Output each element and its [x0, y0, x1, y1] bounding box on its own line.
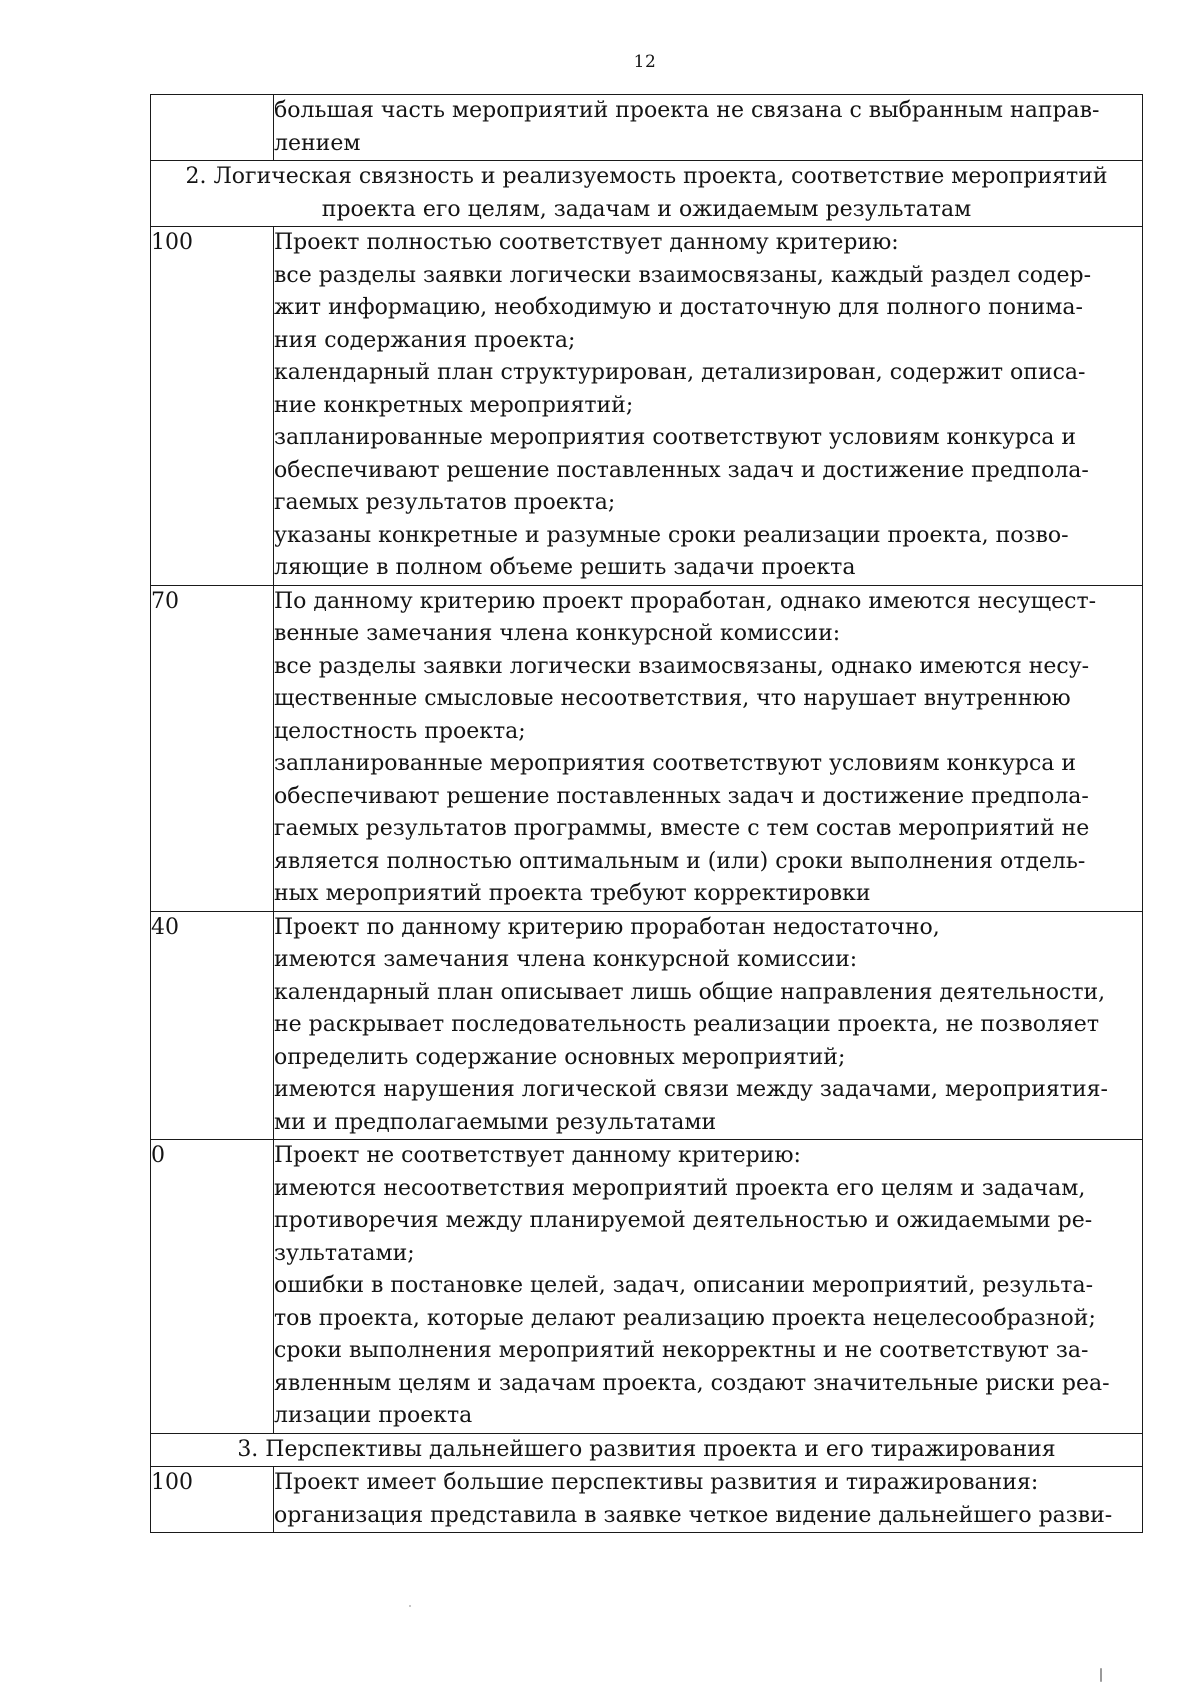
text-line: тов проекта, которые делают реализацию проекта нецелесообразной; — [274, 1305, 1096, 1331]
text-line: обеспечивают решение поставленных задач и достижение предпола- — [274, 457, 1089, 483]
score-cell: 100 — [151, 1467, 274, 1533]
text-line: все разделы заявки логически взаимосвязаны, однако имеются несу- — [274, 653, 1090, 679]
text-line: ми и предполагаемыми результатами — [274, 1109, 717, 1135]
section-heading-3 — [151, 1433, 1143, 1467]
text-line: календарный план структурирован, детализирован, содержит описа- — [274, 360, 1086, 385]
text-line: гаемых результатов программы, вместе с тем состав мероприятий не — [274, 816, 1090, 841]
text-line: является полностью оптимальным и (или) сроки выполнения отдель- — [274, 848, 1086, 874]
text-line: противоречия между планируемой деятельностью и ожидаемыми ре- — [274, 1208, 1093, 1233]
table-row-score-40 — [151, 911, 1143, 1140]
score-cell: 0 — [151, 1140, 274, 1434]
page-number: 12 — [633, 52, 657, 72]
text-line: Проект по данному критерию проработан недостаточно, — [274, 914, 940, 940]
text-line: ние конкретных мероприятий; — [274, 392, 634, 418]
table-row-score-100 — [151, 227, 1143, 586]
section-heading-row — [151, 161, 1143, 227]
section-heading-line: 2. Логическая связность и реализуемость проекта, соответствие мероприятий — [185, 164, 1108, 189]
text-line: имеются замечания члена конкурсной комиссии: — [274, 947, 858, 972]
score-cell: 100 — [151, 227, 274, 586]
criteria-table — [150, 94, 1143, 1533]
text-line: обеспечивают решение поставленных задач и достижение предпола- — [274, 783, 1089, 809]
text-line: запланированные мероприятия соответствуют условиям конкурса и — [274, 425, 1077, 450]
text-line: определить содержание основных мероприятий; — [274, 1044, 846, 1070]
text-line: венные замечания члена конкурсной комиссии: — [274, 621, 841, 646]
text-line: ляющие в полном объеме решить задачи проекта — [274, 555, 856, 580]
text-line: щественные смысловые несоответствия, что нарушает внутреннюю — [274, 686, 1071, 711]
text-line: не раскрывает последовательность реализации проекта, не позволяет — [274, 1012, 1099, 1037]
text-line: ния содержания проекта; — [274, 327, 576, 353]
score-cell: 70 — [151, 585, 274, 911]
text-line: имеются несоответствия мероприятий проекта его целям и задачам, — [274, 1175, 1086, 1201]
table-row-continuation — [151, 95, 1143, 161]
table-row-score-0 — [151, 1140, 1143, 1434]
text-line: зультатами; — [274, 1240, 415, 1266]
text-line: целостность проекта; — [274, 718, 526, 744]
text-line: сроки выполнения мероприятий некорректны и не соответствуют за- — [274, 1338, 1089, 1363]
text-line: Проект имеет большие перспективы развития и тиражирования: — [274, 1470, 1039, 1495]
score-cell — [151, 95, 274, 161]
table-row-score-100 — [151, 1467, 1143, 1533]
text-line: календарный план описывает лишь общие направления деятельности, — [274, 979, 1106, 1005]
scan-speck — [1100, 1668, 1102, 1682]
section-heading-line: проекта его целям, задачам и ожидаемым результатам — [321, 196, 972, 222]
text-line: Проект полностью соответствует данному критерию: — [274, 230, 899, 255]
criterion-text — [274, 585, 1143, 911]
text-line: большая часть мероприятий проекта не связана с выбранным направ- — [274, 98, 1100, 123]
text-line: лизации проекта — [274, 1403, 473, 1428]
section-heading-2 — [151, 161, 1143, 227]
score-cell: 40 — [151, 911, 274, 1140]
section-heading-row — [151, 1433, 1143, 1467]
text-line: ных мероприятий проекта требуют корректировки — [274, 881, 871, 906]
text-line: все разделы заявки логически взаимосвязаны, каждый раздел содер- — [274, 262, 1092, 288]
criterion-text — [274, 1467, 1143, 1533]
text-line: запланированные мероприятия соответствуют условиям конкурса и — [274, 751, 1077, 776]
criterion-text — [274, 95, 1143, 161]
text-line: организация представила в заявке четкое видение дальнейшего разви- — [274, 1502, 1113, 1528]
text-line: лением — [274, 130, 361, 156]
section-heading-line: 3. Перспективы дальнейшего развития проекта и его тиражирования — [237, 1436, 1056, 1462]
criterion-text — [274, 227, 1143, 586]
text-line: По данному критерию проект проработан, однако имеются несущест- — [274, 588, 1097, 614]
table-row-score-70 — [151, 585, 1143, 911]
text-line: указаны конкретные и разумные сроки реализации проекта, позво- — [274, 522, 1069, 548]
text-line: имеются нарушения логической связи между задачами, мероприятия- — [274, 1077, 1108, 1102]
text-line: Проект не соответствует данному критерию: — [274, 1143, 801, 1168]
criterion-text — [274, 1140, 1143, 1434]
criterion-text — [274, 911, 1143, 1140]
text-line: жит информацию, необходимую и достаточную для полного понима- — [274, 295, 1083, 320]
scan-speck — [409, 1605, 411, 1607]
text-line: явленным целям и задачам проекта, создают значительные риски реа- — [274, 1370, 1110, 1396]
text-line: гаемых результатов проекта; — [274, 490, 616, 515]
text-line: ошибки в постановке целей, задач, описании мероприятий, результа- — [274, 1273, 1094, 1298]
